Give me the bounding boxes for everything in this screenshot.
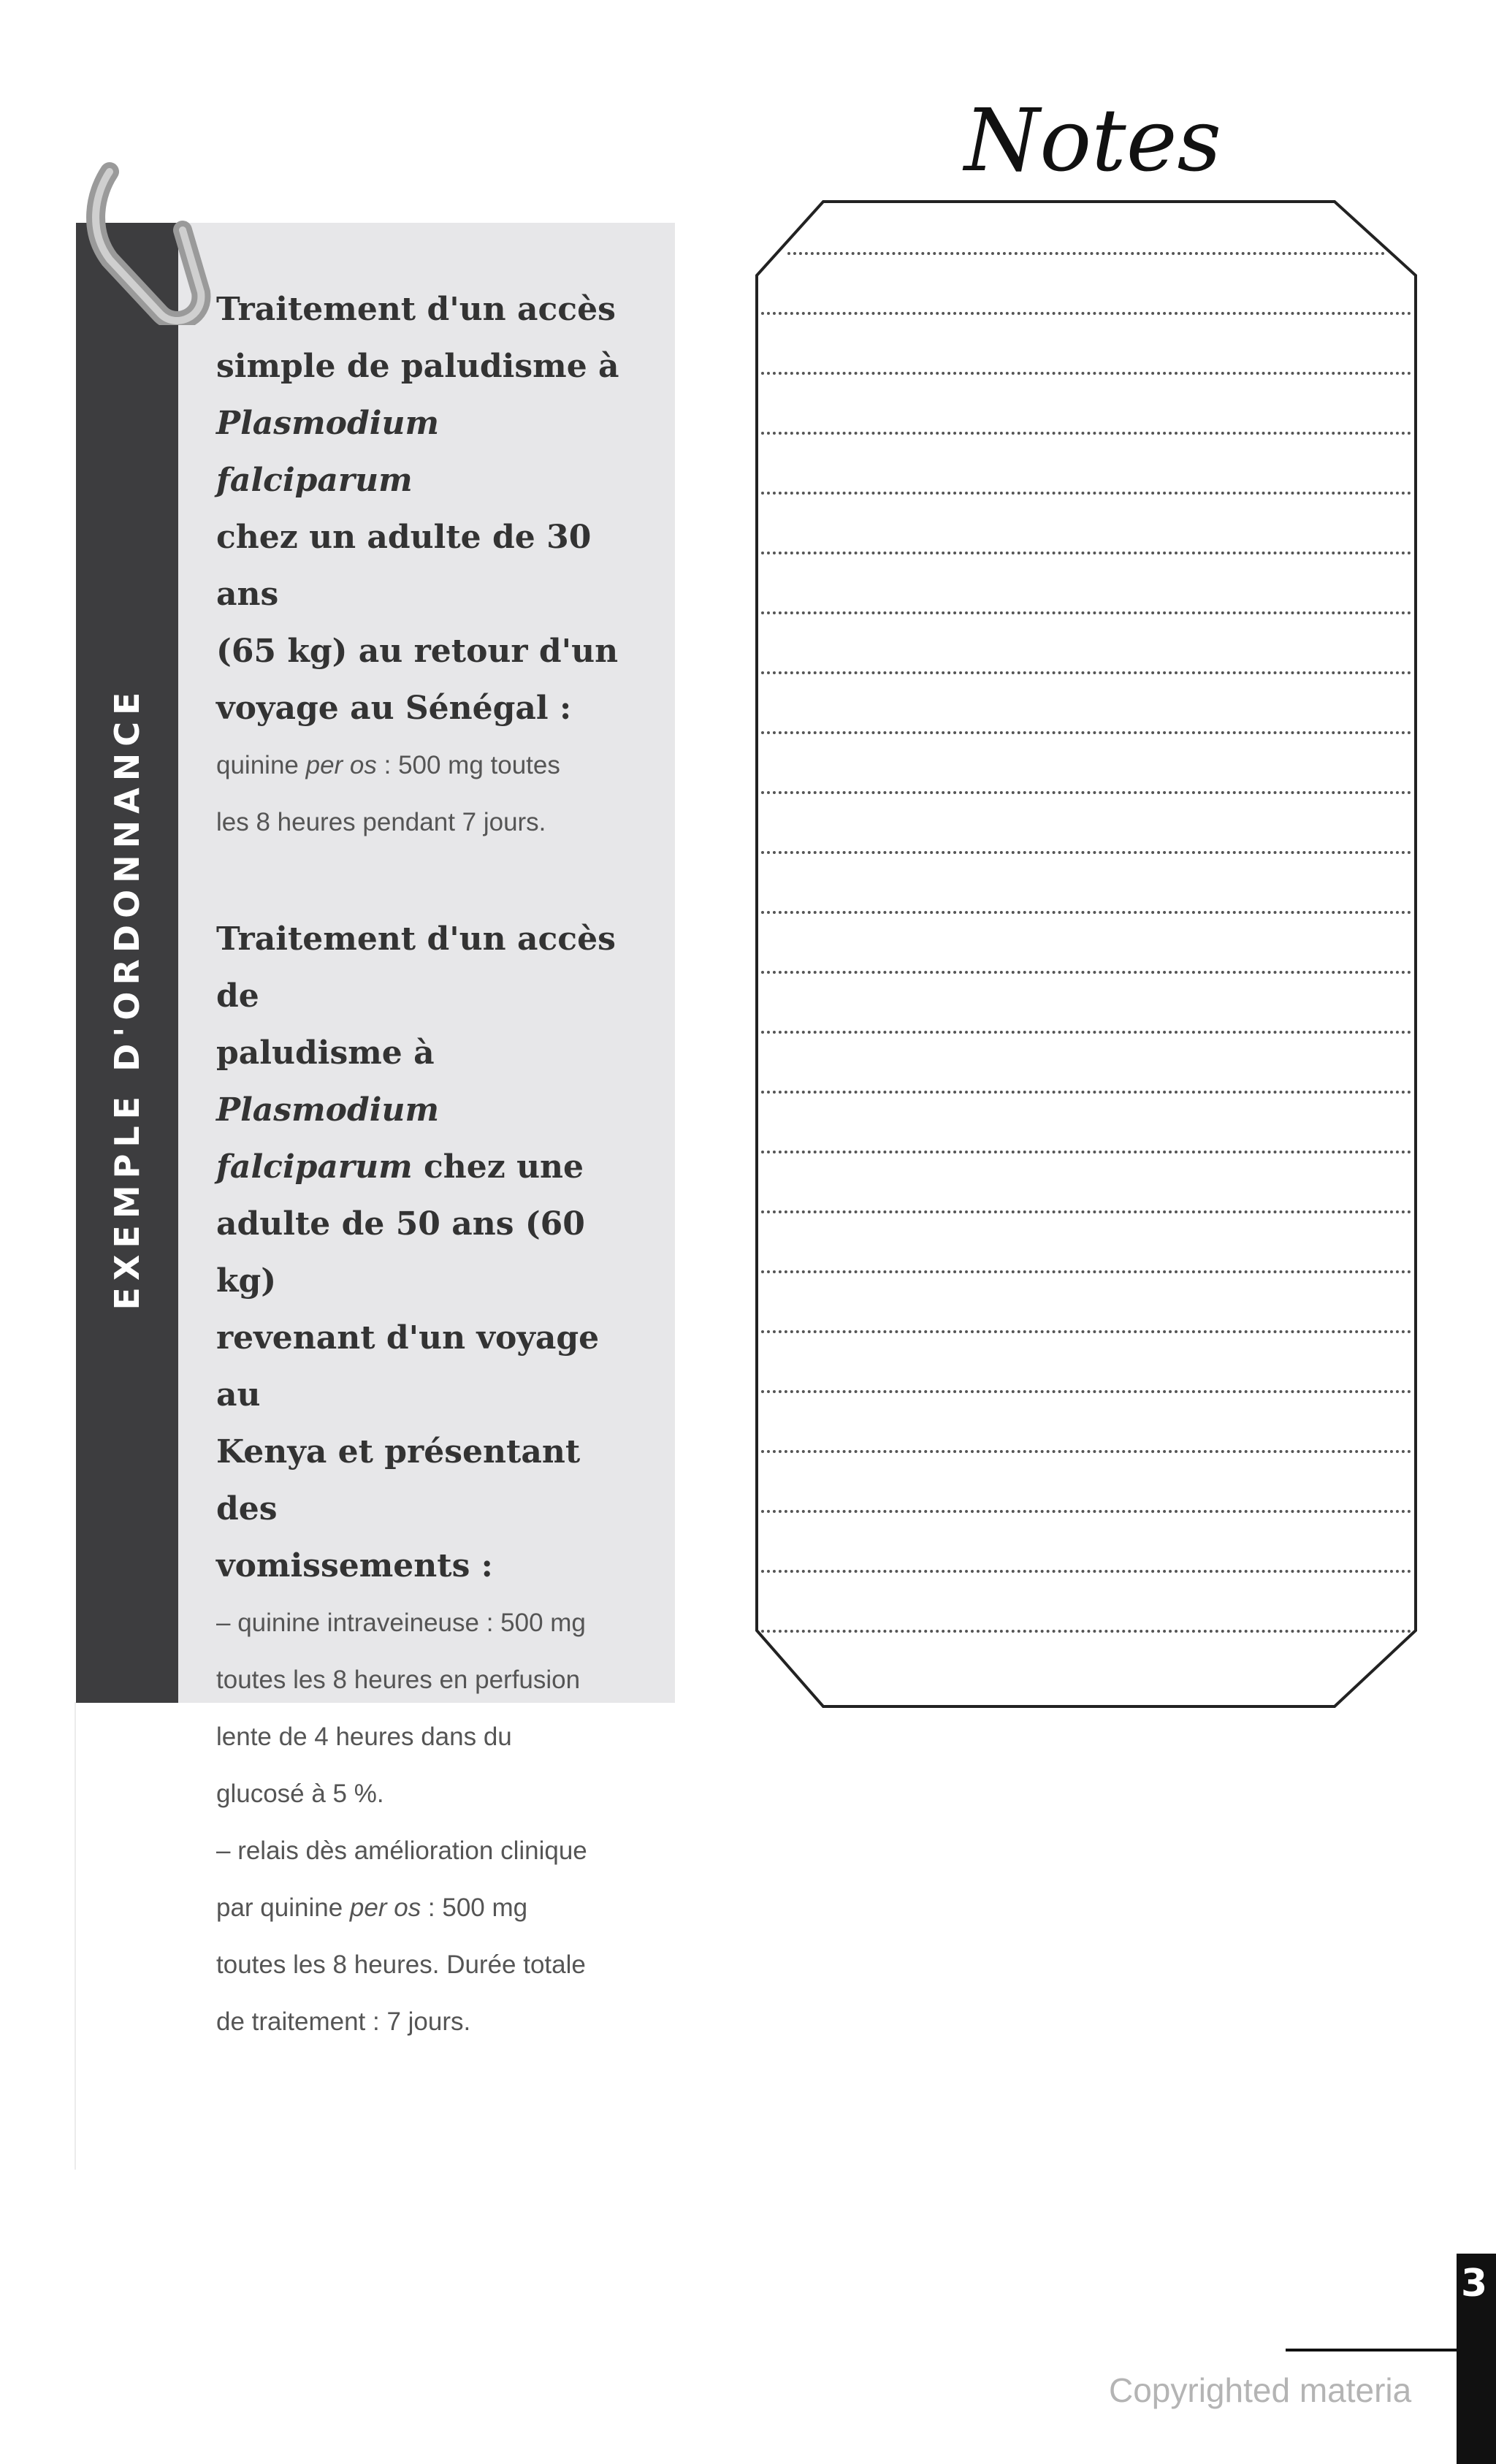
vertical-label: EXEMPLE D'ORDONNANCE — [107, 685, 147, 1311]
prescription-1-body: quinine per os : 500 mg toutes les 8 heures pendant 7 jours. — [216, 751, 560, 836]
prescription-2 — [216, 911, 636, 2051]
notes-dotted-line — [761, 1330, 1411, 1333]
notes-dotted-line — [761, 611, 1411, 614]
footer-rule — [1286, 2349, 1461, 2352]
notes-dotted-line — [761, 671, 1411, 674]
paperclip-icon — [80, 150, 219, 325]
notes-dotted-line — [761, 1510, 1411, 1513]
notes-dotted-line — [761, 1031, 1411, 1034]
notes-dotted-line — [761, 1270, 1411, 1273]
notes-dotted-line — [761, 1570, 1411, 1573]
prescription-1-title: Traitement d'un accès simple de paludisme à Plasmodium falciparum chez un adulte de 30 ans (65 kg) au retour d'un voyage au Sénégal : — [216, 291, 619, 727]
notes-dotted-line — [761, 971, 1411, 974]
notes-dotted-line — [761, 851, 1411, 854]
notes-dotted-line — [761, 1630, 1411, 1633]
notes-dotted-line — [761, 731, 1411, 734]
prescription-content — [216, 281, 636, 2051]
notes-frame — [754, 199, 1419, 1711]
notes-dotted-line — [761, 552, 1411, 554]
page-number: 3 — [1461, 2262, 1488, 2305]
notes-dotted-line — [761, 312, 1411, 315]
prescription-1 — [216, 281, 636, 851]
notes-title: Notes — [964, 90, 1222, 191]
prescription-2-body: – quinine intraveineuse : 500 mg toutes les 8 heures en perfusion lente de 4 heures dans du glucosé à 5 %. – relais dès amélioration clinique par quinine per os : 500 mg toutes les 8 heures. Durée totale de traitement : 7 jours. — [216, 1609, 587, 2036]
notes-dotted-line — [761, 1091, 1411, 1094]
notes-dotted-line — [761, 791, 1411, 794]
notes-dotted-line — [761, 1450, 1411, 1453]
notes-dotted-line — [761, 1390, 1411, 1393]
notes-dotted-line — [761, 492, 1411, 495]
notes-dotted-line — [761, 1210, 1411, 1213]
notes-dotted-line — [761, 372, 1411, 375]
notes-dotted-line — [761, 911, 1411, 914]
notes-dotted-line — [761, 1151, 1411, 1153]
notes-dotted-line — [761, 432, 1411, 435]
prescription-2-title: Traitement d'un accès de paludisme à Plasmodium falciparum chez une adulte de 50 ans (60 kg) revenant d'un voyage au Kenya et présentant des vomissements : — [216, 920, 616, 1584]
notes-dotted-line — [787, 252, 1385, 255]
page-margin-rule — [75, 1702, 76, 2170]
copyright-notice: Copyrighted materia — [1109, 2371, 1412, 2409]
